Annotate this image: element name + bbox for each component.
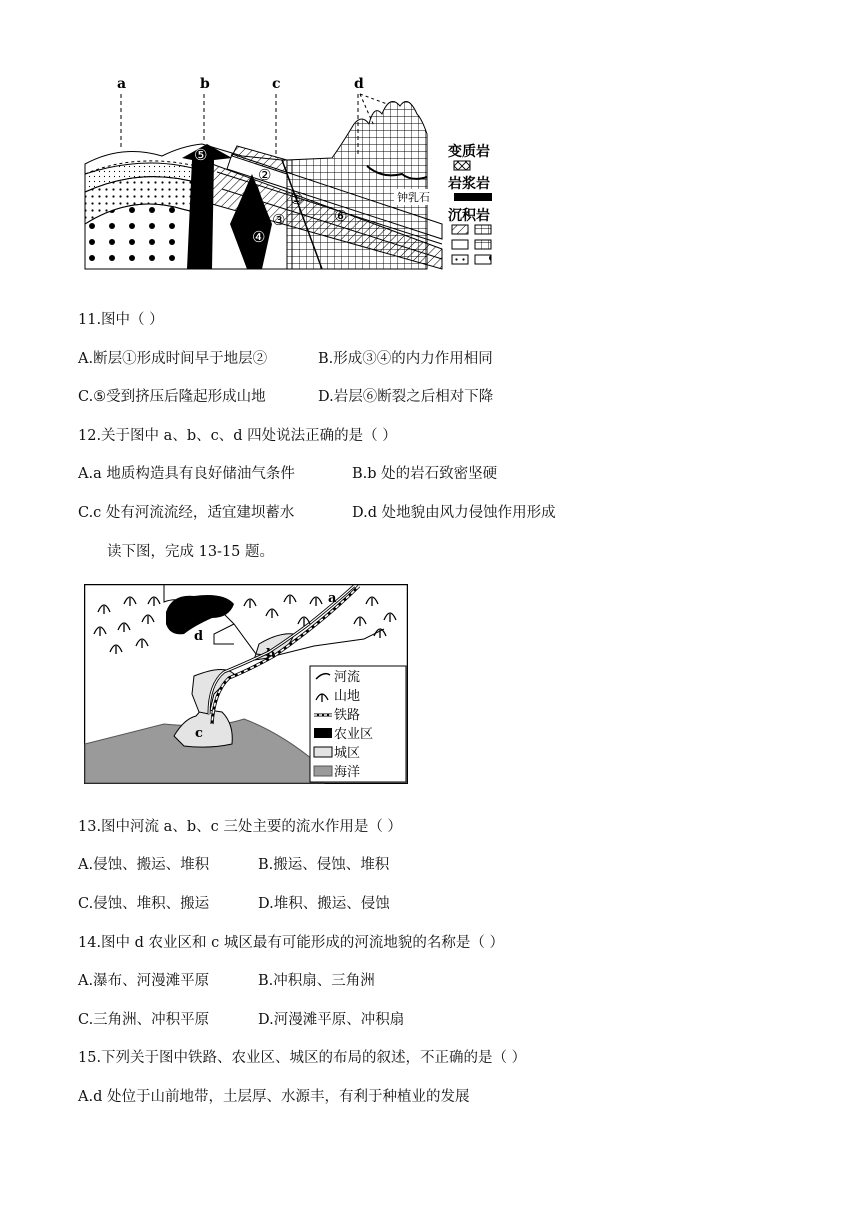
q13-stem: 13.图中河流 a、b、c 三处主要的流水作用是（ ） <box>78 819 402 835</box>
river-map <box>84 584 408 784</box>
map-label-c: c <box>195 726 203 741</box>
geology-cross-section <box>82 74 512 274</box>
q12-option-d: D.d 处地貌由风力侵蚀作用形成 <box>352 505 556 521</box>
q14-option-c: C.三角洲、冲积平原 <box>78 1012 210 1028</box>
q14-option-b: B.冲积扇、三角洲 <box>258 973 375 989</box>
q13-option-d: D.堆积、搬运、侵蚀 <box>258 896 390 912</box>
legend-swatch-igneous <box>454 193 492 201</box>
legend-agriculture-swatch <box>314 728 332 738</box>
q11-option-c: C.⑤受到挤压后隆起形成山地 <box>78 389 266 405</box>
number-4: ④ <box>252 228 266 246</box>
legend-sedimentary: 沉积岩 <box>448 208 490 224</box>
legend-igneous: 岩浆岩 <box>448 176 490 192</box>
q14-option-a: A.瀑布、河漫滩平原 <box>78 973 210 989</box>
q13-option-b: B.搬运、侵蚀、堆积 <box>258 857 390 873</box>
q11-option-a: A.断层①形成时间早于地层② <box>78 351 268 367</box>
legend-urban: 城区 <box>334 746 361 761</box>
label-b: b <box>200 76 210 92</box>
legend-urban-swatch <box>314 747 332 757</box>
q14-option-d: D.河漫滩平原、冲积扇 <box>258 1012 405 1028</box>
legend-ocean-swatch <box>314 766 332 776</box>
q12-option-c: C.c 处有河流流经，适宜建坝蓄水 <box>78 505 295 521</box>
stalactite-label: 钟乳石 <box>397 191 430 204</box>
map-label-a: a <box>328 591 337 606</box>
instruction-13-15: 读下图，完成 13-15 题。 <box>107 544 275 560</box>
q14-stem: 14.图中 d 农业区和 c 城区最有可能形成的河流地貌的名称是（ ） <box>78 935 505 951</box>
legend-swatch-metamorphic <box>454 161 470 170</box>
q11-option-d: D.岩层⑥断裂之后相对下降 <box>318 389 494 405</box>
q12-option-a: A.a 地质构造具有良好储油气条件 <box>78 466 295 482</box>
number-1: ① <box>290 190 304 208</box>
legend-railway: 铁路 <box>334 708 361 723</box>
number-5: ⑤ <box>194 146 208 164</box>
number-6: ⑥ <box>334 207 348 225</box>
map-label-b: b <box>266 647 276 662</box>
label-d: d <box>354 76 364 92</box>
q11-option-b: B.形成③④的内力作用相同 <box>318 351 493 367</box>
q12-option-b: B.b 处的岩石致密坚硬 <box>352 466 498 482</box>
q15-stem: 15.下列关于图中铁路、农业区、城区的布局的叙述，不正确的是（ ） <box>78 1050 527 1066</box>
legend-river: 河流 <box>334 670 361 685</box>
map-label-d: d <box>194 629 204 644</box>
number-3: ③ <box>272 211 286 229</box>
q12-stem: 12.关于图中 a、b、c、d 四处说法正确的是（ ） <box>78 428 397 444</box>
legend-swatches-sedimentary <box>452 225 491 264</box>
legend-metamorphic: 变质岩 <box>448 144 490 160</box>
q13-option-c: C.侵蚀、堆积、搬运 <box>78 896 210 912</box>
q11-stem: 11.图中（ ） <box>78 312 164 328</box>
label-a: a <box>117 76 127 92</box>
legend-agriculture: 农业区 <box>334 727 374 742</box>
legend-mountain: 山地 <box>334 689 361 704</box>
number-2: ② <box>258 166 272 184</box>
q13-option-a: A.侵蚀、搬运、堆积 <box>78 857 210 873</box>
label-c: c <box>272 76 281 92</box>
q15-option-a: A.d 处位于山前地带，土层厚、水源丰，有利于种植业的发展 <box>78 1089 470 1105</box>
legend-ocean: 海洋 <box>334 765 361 780</box>
